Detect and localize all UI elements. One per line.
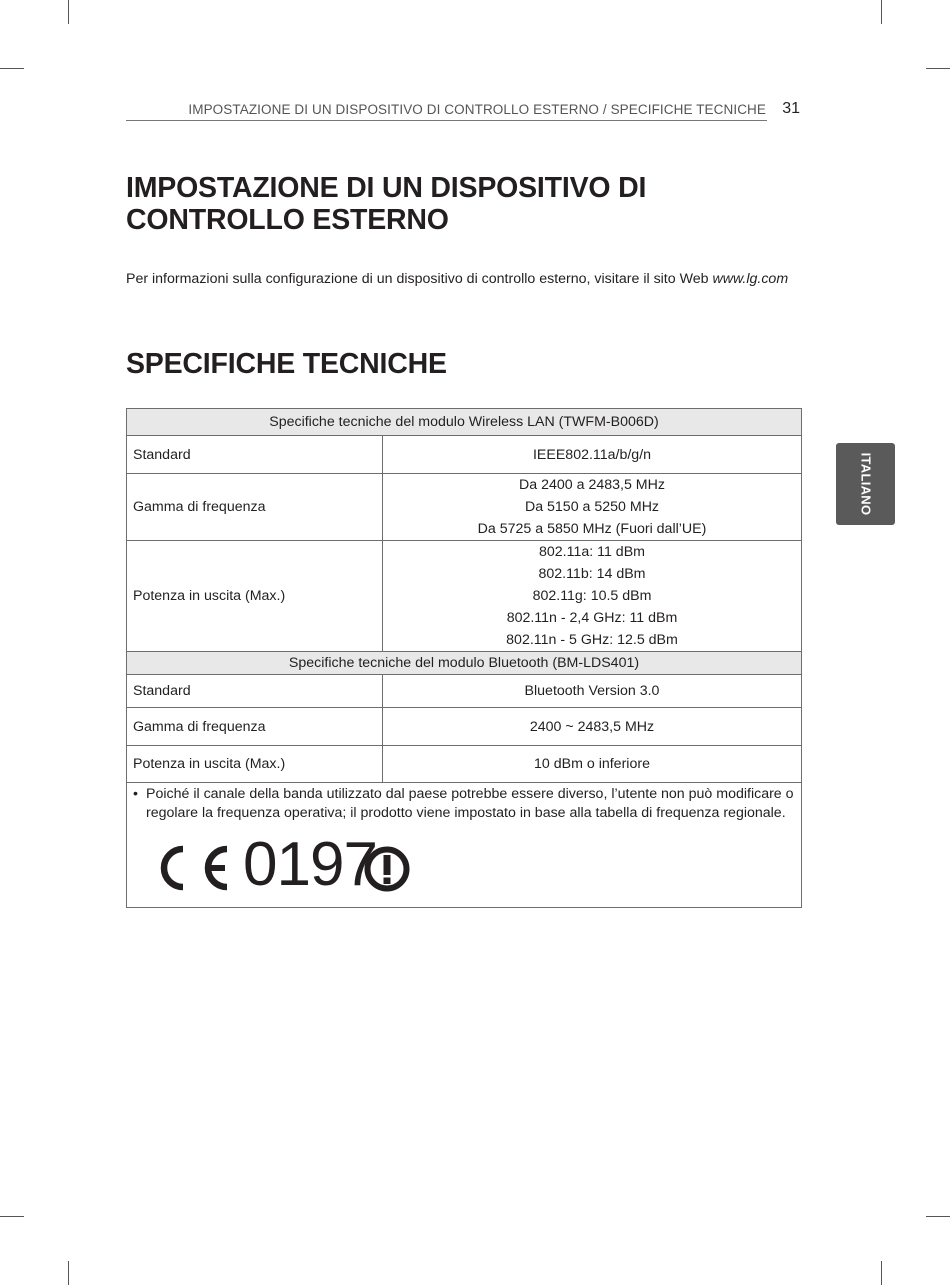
value-line: 802.11b: 14 dBm	[538, 566, 646, 582]
note-text: Poiché il canale della banda utilizzato dal paese potrebbe essere diverso, l’utente non può modificare o regolare la frequenza operativa; il prodotto viene impostato in base alla tabella di frequenza regionale.	[146, 786, 794, 821]
regional-note	[133, 785, 795, 823]
table-row	[127, 783, 802, 908]
section-title-line: IMPOSTAZIONE DI UN DISPOSITIVO DI	[126, 172, 647, 204]
row-value	[383, 474, 802, 541]
running-title: IMPOSTAZIONE DI UN DISPOSITIVO DI CONTROLLO ESTERNO / SPECIFICHE TECNICHE	[188, 102, 766, 117]
specs-table	[126, 408, 802, 908]
value-line: Da 5725 a 5850 MHz (Fuori dall’UE)	[477, 521, 707, 537]
language-tab-label: ITALIANO	[858, 452, 873, 516]
row-label: Gamma di frequenza	[127, 708, 383, 746]
crop-mark	[0, 1216, 24, 1217]
notified-body-number: 0197	[243, 830, 377, 899]
row-value	[383, 675, 802, 708]
table-row	[127, 708, 802, 746]
row-label: Standard	[127, 675, 383, 708]
value-line: 802.11n - 2,4 GHz: 11 dBm	[506, 610, 678, 626]
value-line: 802.11g: 10.5 dBm	[532, 588, 652, 604]
language-tab	[836, 443, 895, 525]
row-label: Standard	[127, 436, 383, 474]
crop-mark	[881, 0, 882, 24]
certification-mark	[147, 830, 417, 901]
row-label: Potenza in uscita (Max.)	[127, 541, 383, 652]
bluetooth-header: Specifiche tecniche del modulo Bluetooth (BM-LDS401)	[127, 652, 802, 675]
value-line: 802.11a: 11 dBm	[539, 544, 645, 560]
website-link[interactable]: www.lg.com	[712, 271, 789, 287]
row-label: Gamma di frequenza	[127, 474, 383, 541]
table-row	[127, 541, 802, 652]
section-title-specs: SPECIFICHE TECNICHE	[126, 348, 447, 380]
table-row	[127, 675, 802, 708]
wireless-header: Specifiche tecniche del modulo Wireless LAN (TWFM-B006D)	[127, 409, 802, 436]
row-value	[383, 541, 802, 652]
note-cell	[127, 783, 802, 908]
value-line: 2400 ~ 2483,5 MHz	[529, 718, 655, 735]
value-line: 10 dBm o inferiore	[534, 756, 650, 772]
crop-mark	[68, 0, 69, 24]
table-row	[127, 652, 802, 675]
bullet: •	[133, 786, 138, 802]
header-rule	[126, 120, 767, 121]
intro-paragraph	[126, 271, 816, 287]
table-row	[127, 746, 802, 783]
crop-mark	[68, 1261, 69, 1285]
running-header	[126, 100, 800, 122]
crop-mark	[881, 1261, 882, 1285]
intro-text: Per informazioni sulla configurazione di un dispositivo di controllo esterno, visitare il sito Web	[126, 271, 713, 287]
ce-mark-icon	[147, 835, 237, 901]
table-row	[127, 436, 802, 474]
value-line: Da 2400 a 2483,5 MHz	[519, 477, 665, 493]
row-label: Potenza in uscita (Max.)	[127, 746, 383, 783]
alert-circle-icon	[363, 845, 411, 893]
value-line: Bluetooth Version 3.0	[524, 683, 660, 699]
value-line: 802.11n - 5 GHz: 12.5 dBm	[506, 632, 678, 648]
crop-mark	[926, 68, 950, 69]
table-row	[127, 474, 802, 541]
section-title-external-control	[126, 172, 646, 236]
page-number: 31	[782, 100, 800, 117]
crop-mark	[0, 68, 24, 69]
table-row	[127, 409, 802, 436]
value-line: IEEE802.11a/b/g/n	[532, 446, 652, 463]
crop-mark	[926, 1216, 950, 1217]
row-value	[383, 436, 802, 474]
section-title-line: CONTROLLO ESTERNO	[126, 204, 449, 236]
row-value	[383, 708, 802, 746]
value-line: Da 5150 a 5250 MHz	[524, 499, 660, 515]
row-value	[383, 746, 802, 783]
